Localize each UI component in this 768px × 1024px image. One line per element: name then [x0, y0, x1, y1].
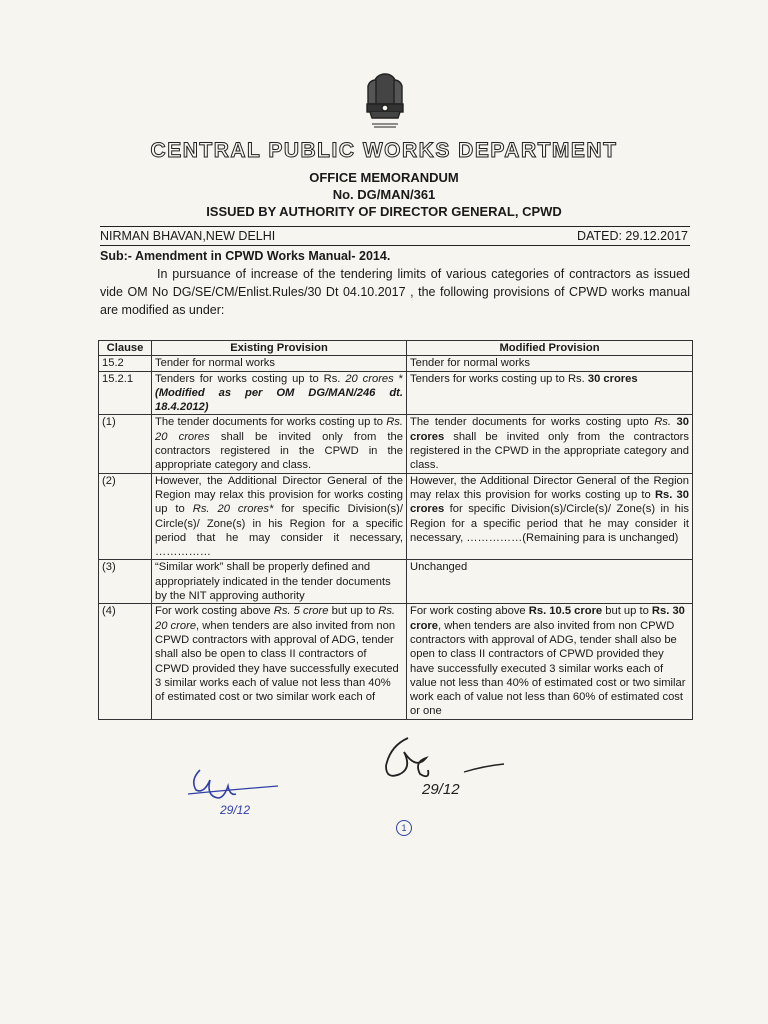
table-row [99, 415, 693, 473]
modified-cell: Unchanged [407, 560, 693, 604]
department-heading: CENTRAL PUBLIC WORKS DEPARTMENT [150, 139, 618, 162]
table-row [99, 560, 693, 604]
table-header-row [99, 341, 693, 356]
existing-cell: “Similar work” shall be properly defined and appropriately indicated in the tender documents by the NIT approving authority [152, 560, 407, 604]
table-row [99, 604, 693, 719]
modified-cell: However, the Additional Director General of the Region may relax this provision for works costing up to Rs. 30 crores for specific Division(s)/Circle(s)/ Zone(s) in his Region for a specific period that he may consider it necessary, ……………(Remaining para is unchanged) [407, 473, 693, 560]
divider [100, 226, 690, 227]
date: DATED: 29.12.2017 [577, 229, 688, 243]
header-clause: Clause [99, 341, 152, 356]
header-existing: Existing Provision [152, 341, 407, 356]
memo-title: OFFICE MEMORANDUM [309, 170, 459, 185]
clause-cell: (4) [99, 604, 152, 719]
memo-authority: ISSUED BY AUTHORITY OF DIRECTOR GENERAL, CPWD [206, 204, 562, 219]
right-signature-date: 29/12 [422, 781, 460, 798]
clause-cell: (1) [99, 415, 152, 473]
existing-cell: The tender documents for works costing up to Rs. 20 crores shall be invited only from the contractors registered in the CPWD in the appropriate category and class. [152, 415, 407, 473]
intro-paragraph: In pursuance of increase of the tendering limits of various categories of contractors as issued vide OM No DG/SE/CM/Enlist.Rules/30 Dt 04.10.2017 , the following provisions of CPWD works manual are modified as under: [100, 267, 690, 317]
clause-cell: 15.2.1 [99, 371, 152, 415]
clause-cell: (3) [99, 560, 152, 604]
header-modified: Modified Provision [407, 341, 693, 356]
state-emblem-icon [362, 72, 408, 132]
place: NIRMAN BHAVAN,NEW DELHI [100, 229, 276, 243]
table-row [99, 371, 693, 415]
memo-number: No. DG/MAN/361 [332, 187, 436, 202]
existing-cell: For work costing above Rs. 5 crore but up to Rs. 20 crore, when tenders are also invited from non CPWD contractors with approval of ADG, tender shall also be open to class II contractors of CPWD provided they have successfully executed 3 similar works each of value not less than 40% of estimated cost or two similar work each of [152, 604, 407, 719]
divider [100, 245, 690, 246]
existing-cell: Tenders for works costing up to Rs. 20 crores * (Modified as per OM DG/MAN/246 dt. 18.4.2012) [152, 371, 407, 415]
left-signature-date: 29/12 [220, 803, 251, 817]
page-number: 1 [396, 820, 412, 836]
right-signature [372, 732, 512, 812]
place-date-row [100, 229, 690, 243]
existing-cell: Tender for normal works [152, 356, 407, 371]
modified-cell: Tender for normal works [407, 356, 693, 371]
left-signature [180, 752, 300, 822]
clause-cell: (2) [99, 473, 152, 560]
amendment-table [98, 340, 693, 720]
clause-cell: 15.2 [99, 356, 152, 371]
subject: Sub:- Amendment in CPWD Works Manual- 2014. [100, 249, 391, 263]
modified-cell: For work costing above Rs. 10.5 crore but up to Rs. 30 crore, when tenders are also invited from non CPWD contractors with approval of ADG, tender shall also be open to class II contractors of CPWD provided they have successfully executed 3 similar works each of value not less than 40% of estimated cost or two similar work each of value not less than 60% of estimated cost or one [407, 604, 693, 719]
modified-cell: Tenders for works costing up to Rs. 30 crores [407, 371, 693, 415]
existing-cell: However, the Additional Director General of the Region may relax this provision for works costing up to Rs. 20 crores* for specific Division(s)/ Circle(s)/ Zone(s) in his Region for a specific period that he may consider it necessary, …………… [152, 473, 407, 560]
table-row [99, 473, 693, 560]
modified-cell: The tender documents for works costing upto Rs. 30 crores shall be invited only from the contractors registered in the CPWD in the appropriate category and class. [407, 415, 693, 473]
table-row [99, 356, 693, 371]
